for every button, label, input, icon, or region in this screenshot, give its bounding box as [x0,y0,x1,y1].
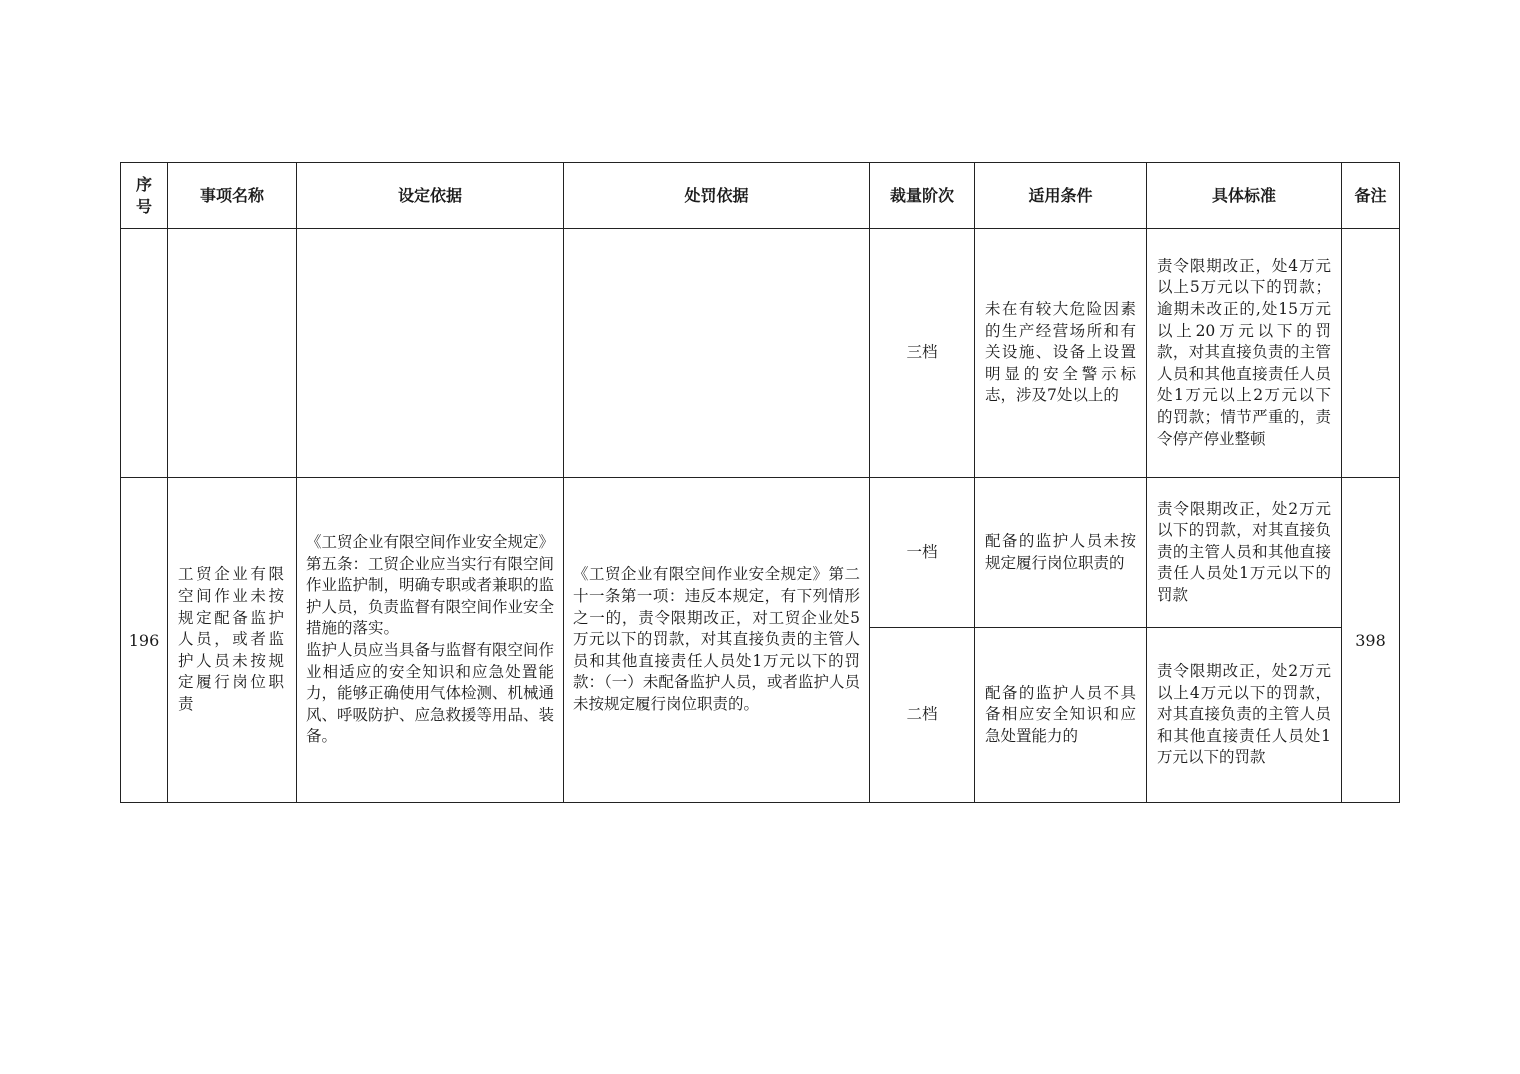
prev-level-cell: 三档 [870,229,975,478]
prev-setting-basis-cell [297,229,564,478]
level-2-condition-cell [975,628,1147,803]
setting-basis-para-1: 《工贸企业有限空间作业安全规定》第五条：工贸企业应当实行有限空间作业监护制，明确专职或者兼职的监护人员，负责监督有限空间作业安全措施的落实。 [306,533,555,638]
item-name-cell [168,478,297,803]
prev-remarks-cell [1342,229,1400,478]
penalty-basis-cell [564,478,870,803]
header-standard: 具体标准 [1147,163,1342,229]
level-1-condition-cell [975,478,1147,628]
setting-basis-cell [297,478,564,803]
header-seq [121,163,168,229]
level-2-cell: 二档 [870,628,975,803]
table-row [121,229,1400,478]
level-2-condition-text: 配备的监护人员不具备相应安全知识和应急处置能力的 [985,683,1136,745]
prev-penalty-basis-cell [564,229,870,478]
prev-seq-cell [121,229,168,478]
header-conditions: 适用条件 [975,163,1147,229]
remarks-cell: 398 [1342,478,1400,803]
level-1-standard-text: 责令限期改正，处2万元以下的罚款，对其直接负责的主管人员和其他直接责任人员处1万元以下的罚款 [1157,499,1331,604]
table-row [121,478,1400,628]
item-name-text: 工贸企业有限空间作业未按规定配备监护人员，或者监护人员未按规定履行岗位职责 [178,565,286,713]
penalty-standards-table [120,162,1400,803]
level-2-standard-cell [1147,628,1342,803]
header-setting-basis: 设定依据 [297,163,564,229]
header-row [121,163,1400,229]
prev-standard-cell [1147,229,1342,478]
level-2-standard-text: 责令限期改正，处2万元以上4万元以下的罚款，对其直接负责的主管人员和其他直接责任人员处1万元以下的罚款 [1157,662,1331,767]
prev-condition-cell [975,229,1147,478]
header-remarks: 备注 [1342,163,1400,229]
header-item-name: 事项名称 [168,163,297,229]
seq-cell: 196 [121,478,168,803]
header-seq-label: 序号 [135,174,152,216]
prev-item-name-cell [168,229,297,478]
header-discretion-level: 裁量阶次 [870,163,975,229]
prev-standard-text: 责令限期改正，处4万元以上5万元以下的罚款；逾期未改正的,处15万元以上20万元以下的罚款，对其直接负责的主管人员和其他直接责任人员处1万元以上2万元以下的罚款；情节严重的，责令停产停业整顿 [1157,256,1331,448]
penalty-basis-text: 《工贸企业有限空间作业安全规定》第二十一条第一项：违反本规定，有下列情形之一的，责令限期改正，对工贸企业处5万元以下的罚款，对其直接负责的主管人员和其他直接责任人员处1万元以下的罚款：（一）未配备监护人员，或者监护人员未按规定履行岗位职责的。 [573,565,860,713]
level-1-cell: 一档 [870,478,975,628]
setting-basis-para-2: 监护人员应当具备与监督有限空间作业相适应的安全知识和应急处置能力，能够正确使用气体检测、机械通风、呼吸防护、应急救援等用品、装备。 [306,641,555,746]
prev-condition-text: 未在有较大危险因素的生产经营场所和有关设施、设备上设置明显的安全警示标志，涉及7处以上的 [985,300,1136,405]
level-1-condition-text: 配备的监护人员未按规定履行岗位职责的 [985,531,1136,572]
level-1-standard-cell [1147,478,1342,628]
header-penalty-basis: 处罚依据 [564,163,870,229]
